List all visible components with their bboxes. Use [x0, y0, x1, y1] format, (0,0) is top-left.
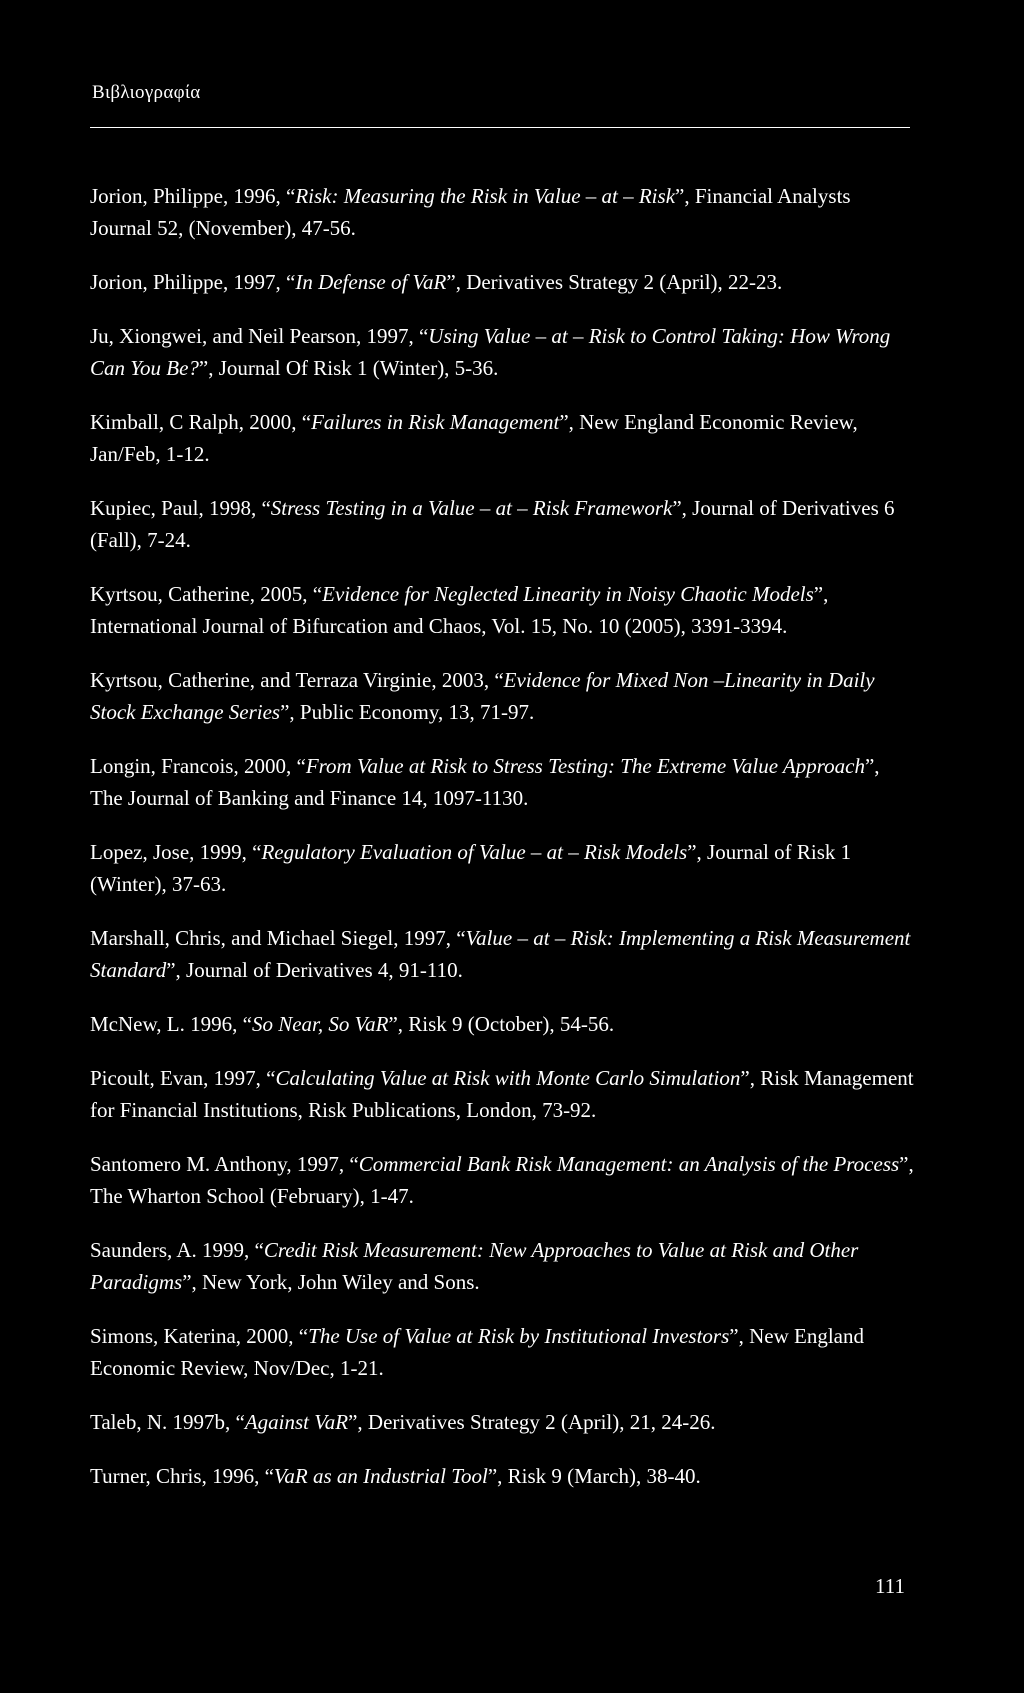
reference-item: Simons, Katerina, 2000, “The Use of Value at Risk by Institutional Investors”, New England Economic Review, Nov/Dec, 1-21.: [90, 1324, 864, 1380]
reference-item: Taleb, N. 1997b, “Against VaR”, Derivatives Strategy 2 (April), 21, 24-26.: [90, 1410, 716, 1434]
reference-item: Longin, Francois, 2000, “From Value at Risk to Stress Testing: The Extreme Value Approach”, The Journal of Banking and Finance 14, 1097-1130.: [90, 754, 880, 810]
reference-item: Saunders, A. 1999, “Credit Risk Measurement: New Approaches to Value at Risk and Other Paradigms”, New York, John Wiley and Sons.: [90, 1238, 859, 1294]
reference-item: McNew, L. 1996, “So Near, So VaR”, Risk 9 (October), 54-56.: [90, 1012, 615, 1036]
reference-item: Santomero M. Anthony, 1997, “Commercial Bank Risk Management: an Analysis of the Process”, The Wharton School (February), 1-47.: [90, 1152, 914, 1208]
reference-item: Jorion, Philippe, 1996, “Risk: Measuring the Risk in Value – at – Risk”, Financial Analysts Journal 52, (November), 47-56.: [90, 184, 851, 240]
reference-item: Picoult, Evan, 1997, “Calculating Value at Risk with Monte Carlo Simulation”, Risk Management for Financial Institutions, Risk Publications, London, 73-92.: [90, 1066, 914, 1122]
reference-item: Turner, Chris, 1996, “VaR as an Industrial Tool”, Risk 9 (March), 38-40.: [90, 1464, 701, 1488]
reference-list: [90, 180, 916, 1514]
reference-item: Marshall, Chris, and Michael Siegel, 1997, “Value – at – Risk: Implementing a Risk Measurement Standard”, Journal of Derivatives 4, 91-110.: [90, 926, 911, 982]
reference-item: Kupiec, Paul, 1998, “Stress Testing in a Value – at – Risk Framework”, Journal of Derivatives 6 (Fall), 7-24.: [90, 496, 895, 552]
page-header-title: Βιβλιογραφία: [92, 82, 201, 103]
reference-item: Kimball, C Ralph, 2000, “Failures in Risk Management”, New England Economic Review, Jan/Feb, 1-12.: [90, 410, 858, 466]
reference-item: Ju, Xiongwei, and Neil Pearson, 1997, “Using Value – at – Risk to Control Taking: How Wrong Can You Be?”, Journal Of Risk 1 (Winter), 5-36.: [90, 324, 891, 380]
reference-item: Lopez, Jose, 1999, “Regulatory Evaluation of Value – at – Risk Models”, Journal of Risk 1 (Winter), 37-63.: [90, 840, 852, 896]
reference-item: Jorion, Philippe, 1997, “In Defense of VaR”, Derivatives Strategy 2 (April), 22-23.: [90, 270, 783, 294]
page-number: 111: [875, 1574, 905, 1598]
reference-item: Kyrtsou, Catherine, 2005, “Evidence for Neglected Linearity in Noisy Chaotic Models”, International Journal of Bifurcation and Chaos, Vol. 15, No. 10 (2005), 3391-3394.: [90, 582, 829, 638]
reference-item: Kyrtsou, Catherine, and Terraza Virginie, 2003, “Evidence for Mixed Non –Linearity in Daily Stock Exchange Series”, Public Economy, 13, 71-97.: [90, 668, 875, 724]
header-divider: [90, 127, 910, 128]
